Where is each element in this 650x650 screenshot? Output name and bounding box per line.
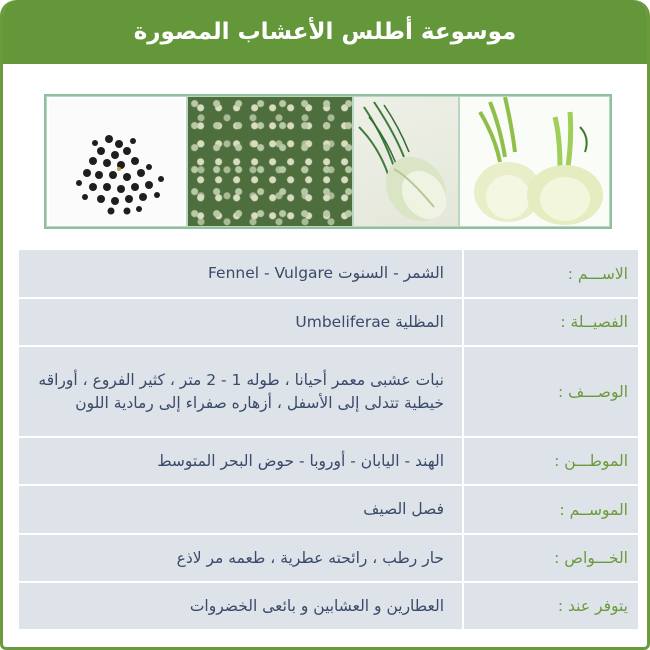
label-habitat: الموطـــن : — [464, 438, 638, 484]
value-name: الشمر - السنوت Fennel - Vulgare — [19, 250, 462, 297]
value-description: نبات عشبى معمر أحيانا ، طوله 1 - 2 متر ، كثير الفروع ، أوراقه خيطية تتدلى إلى الأسفل ، أزهاره صفراء إلى رمادية اللون — [19, 347, 462, 436]
value-season: فصل الصيف — [19, 486, 462, 533]
header-bar — [3, 0, 647, 64]
label-availability: يتوفر عند : — [464, 583, 638, 629]
value-properties: حار رطب ، رائحته عطرية ، طعمه مر لاذع — [19, 535, 462, 581]
label-properties: الخـــواص : — [464, 535, 638, 581]
seeds-illustration — [49, 99, 185, 224]
label-family: الفصيــلة : — [464, 299, 638, 345]
fennel-bulbs-photo — [460, 97, 609, 226]
fennel-plants-photo — [188, 97, 352, 226]
value-availability: العطارين و العشابين و بائعى الخضروات — [19, 583, 462, 629]
page-title: موسوعة أطلس الأعشاب المصورة — [133, 19, 517, 45]
value-family: المظلية Umbeliferae — [19, 299, 462, 345]
label-name: الاســـم : — [464, 250, 638, 297]
value-habitat: الهند - اليابان - أوروبا - حوض البحر المتوسط — [19, 438, 462, 484]
label-season: الموســم : — [464, 486, 638, 533]
image-gallery — [44, 94, 612, 229]
herb-info-table — [19, 250, 638, 629]
label-description: الوصـــف : — [464, 347, 638, 436]
fennel-leaves-illustration — [354, 97, 457, 226]
fennel-seeds-photo — [47, 97, 186, 226]
fennel-bulbs-illustration — [460, 97, 609, 226]
fennel-bulb-leaves-photo — [354, 97, 457, 226]
